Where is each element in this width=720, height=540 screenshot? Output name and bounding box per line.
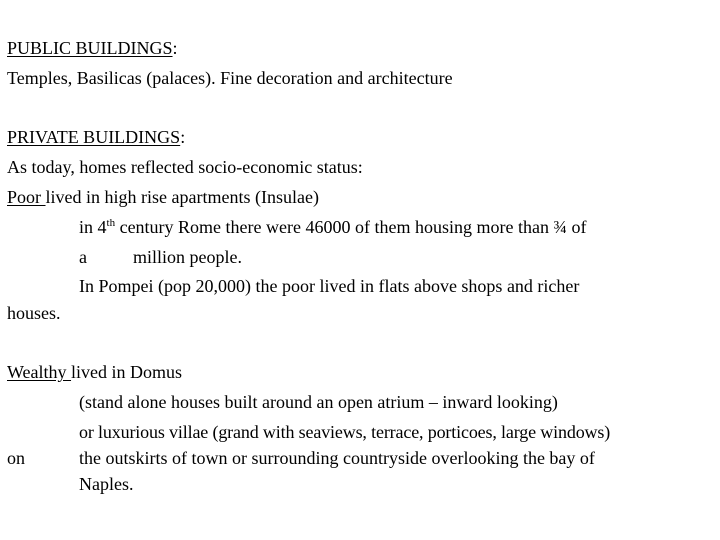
wealthy-on: on	[7, 448, 25, 468]
wealthy-detail-3: the outskirts of town or surrounding countryside overlooking the bay of	[79, 448, 595, 468]
poor-detail-1: in 4th century Rome there were 46000 of them housing more than ¾ of	[79, 217, 587, 237]
wealthy-detail-4: Naples.	[79, 474, 134, 494]
public-description: Temples, Basilicas (palaces). Fine decoration and architecture	[7, 68, 453, 88]
poor-line	[7, 186, 319, 208]
wealthy-line	[7, 361, 182, 383]
wealthy-detail-2: or luxurious villae (grand with seaviews, terrace, porticoes, large windows)	[79, 422, 611, 442]
wealthy-label: Wealthy	[7, 362, 72, 382]
public-heading-line	[7, 37, 178, 59]
private-heading-line	[7, 126, 185, 148]
private-heading-colon: :	[180, 127, 186, 147]
public-heading: PUBLIC BUILDINGS	[7, 38, 173, 58]
private-heading: PRIVATE BUILDINGS	[7, 127, 181, 147]
wealthy-detail-1: (stand alone houses built around an open atrium – inward looking)	[79, 392, 558, 412]
public-heading-colon: :	[172, 38, 178, 58]
poor-detail-3-cont: houses.	[7, 303, 61, 323]
poor-label: Poor	[7, 187, 46, 207]
poor-detail-3: In Pompei (pop 20,000) the poor lived in flats above shops and richer	[79, 276, 580, 296]
wealthy-text: lived in Domus	[71, 362, 183, 382]
poor-text: lived in high rise apartments (Insulae)	[45, 187, 319, 207]
poor-detail-2: a million people.	[79, 247, 242, 267]
private-description: As today, homes reflected socio-economic status:	[7, 157, 363, 177]
